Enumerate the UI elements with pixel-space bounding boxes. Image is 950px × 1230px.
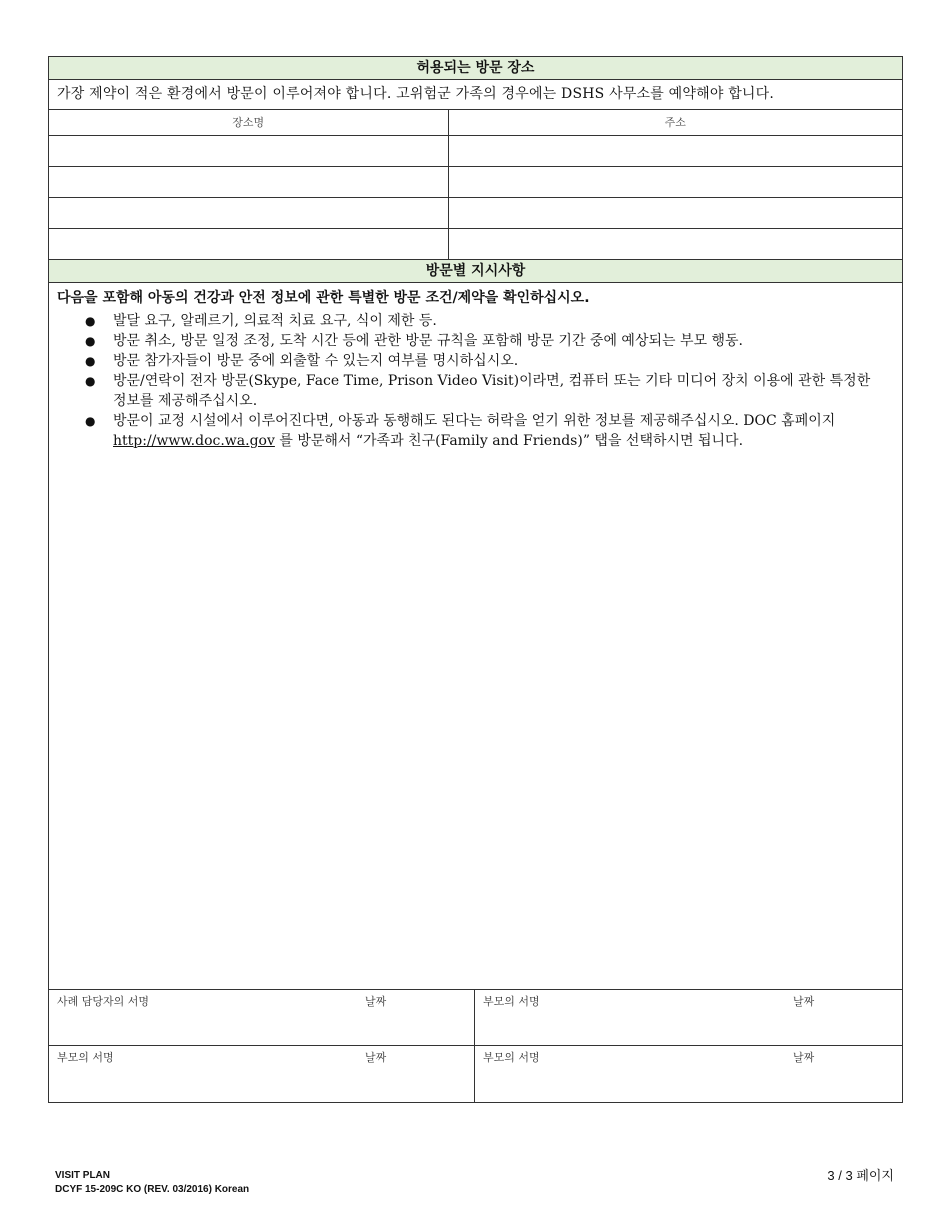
list-item-text: 발달 요구, 알레르기, 의료적 치료 요구, 식이 제한 등. <box>113 313 437 329</box>
table-row <box>49 197 902 228</box>
date-label: 날짜 <box>793 1051 815 1064</box>
list-item <box>57 371 894 411</box>
form-id: DCYF 15-209C KO (REV. 03/2016) Korean <box>55 1184 250 1195</box>
location-name-field[interactable] <box>49 166 448 197</box>
list-item-text: 방문이 교정 시설에서 이루어진다면, 아동과 동행해도 된다는 허락을 얻기 위한 정보를 제공해주십시오. DOC 홈페이지 <box>113 413 836 429</box>
signature-row <box>49 990 902 1046</box>
table-row <box>49 228 902 259</box>
caseworker-signature-label: 사례 담당자의 서명 <box>57 995 150 1008</box>
parent-signature-label: 부모의 서명 <box>483 1051 540 1064</box>
list-item-text: 방문 취소, 방문 일정 조정, 도착 시간 등에 관한 방문 규칙을 포함해 방문 기간 중에 예상되는 부모 행동. <box>113 333 743 349</box>
locations-table-header-row <box>49 110 902 135</box>
bullet-icon: ● <box>85 334 96 348</box>
list-item-text: 방문 참가자들이 방문 중에 외출할 수 있는지 여부를 명시하십시오. <box>113 353 519 369</box>
instructions-area[interactable] <box>49 283 902 989</box>
location-name-field[interactable] <box>49 135 448 166</box>
form-footer-info <box>55 1169 249 1197</box>
form-title: VISIT PLAN <box>55 1170 111 1181</box>
location-name-field[interactable] <box>49 197 448 228</box>
caseworker-signature-field[interactable] <box>49 990 475 1045</box>
table-row <box>49 166 902 197</box>
table-row <box>49 135 902 166</box>
form-frame <box>48 56 903 1103</box>
doc-website-link[interactable]: http://www.doc.wa.gov <box>113 433 275 449</box>
signature-row <box>49 1046 902 1102</box>
parent-signature-field[interactable] <box>475 990 902 1045</box>
date-label: 날짜 <box>365 995 387 1008</box>
bullet-icon: ● <box>85 314 96 328</box>
parent-signature-label: 부모의 서명 <box>483 995 540 1008</box>
list-item <box>57 351 894 371</box>
instructions-header: 방문별 지시사항 <box>49 259 902 283</box>
list-item <box>57 411 894 451</box>
locations-intro: 가장 제약이 적은 환경에서 방문이 이루어져야 합니다. 고위험군 가족의 경우에는 DSHS 사무소를 예약해야 합니다. <box>49 80 902 110</box>
parent-signature-field[interactable] <box>475 1046 902 1102</box>
list-item-text: 를 방문해서 “가족과 친구(Family and Friends)” 탭을 선택하시면 됩니다. <box>274 433 744 449</box>
location-address-field[interactable] <box>448 135 902 166</box>
location-address-field[interactable] <box>448 228 902 259</box>
instructions-title: 다음을 포함해 아동의 건강과 안전 정보에 관한 특별한 방문 조건/제약을 확인하십시오. <box>57 290 590 306</box>
column-header-location-name: 장소명 <box>49 110 448 135</box>
instructions-list <box>57 311 894 451</box>
bullet-icon: ● <box>85 374 96 388</box>
location-address-field[interactable] <box>448 197 902 228</box>
date-label: 날짜 <box>365 1051 387 1064</box>
page-number: 3 / 3 페이지 <box>827 1168 894 1183</box>
locations-table <box>49 110 902 259</box>
location-address-field[interactable] <box>448 166 902 197</box>
list-item-text: 방문/연락이 전자 방문(Skype, Face Time, Prison Video Visit)이라면, 컴퓨터 또는 기타 미디어 장치 이용에 관한 특정한 정보를 제공해주십시오. <box>113 373 871 409</box>
bullet-icon: ● <box>85 414 96 428</box>
list-item <box>57 331 894 351</box>
date-label: 날짜 <box>793 995 815 1008</box>
location-name-field[interactable] <box>49 228 448 259</box>
signature-block <box>49 989 902 1102</box>
list-item <box>57 311 894 331</box>
locations-header: 허용되는 방문 장소 <box>49 57 902 80</box>
parent-signature-label: 부모의 서명 <box>57 1051 114 1064</box>
bullet-icon: ● <box>85 354 96 368</box>
parent-signature-field[interactable] <box>49 1046 475 1102</box>
column-header-address: 주소 <box>448 110 902 135</box>
